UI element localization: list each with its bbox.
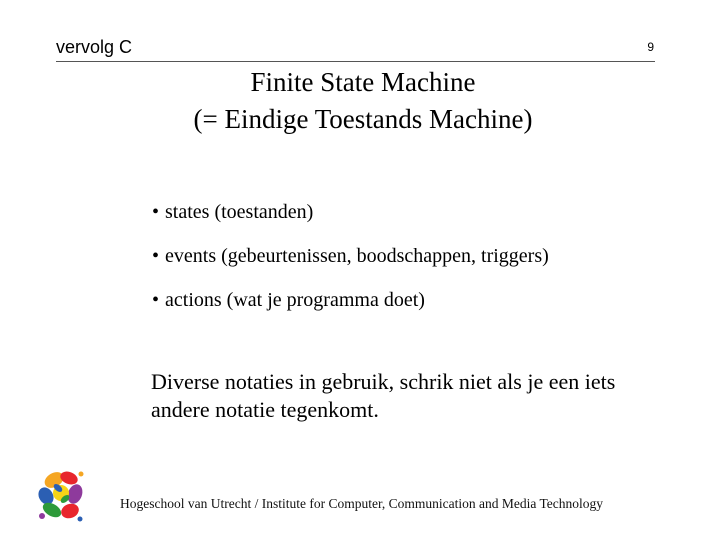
logo-petal xyxy=(58,469,79,486)
header-divider xyxy=(56,61,655,62)
slide-title-line-1: Finite State Machine xyxy=(250,67,476,97)
bullet-marker: • xyxy=(152,245,160,267)
bullet-text: states (toestanden) xyxy=(165,201,314,223)
bullet-marker: • xyxy=(152,201,160,223)
page-number: 9 xyxy=(647,40,654,54)
bullet-list xyxy=(152,198,549,330)
bullet-marker: • xyxy=(152,289,160,311)
slide-title-line-2: (= Eindige Toestands Machine) xyxy=(193,104,533,134)
bullet-text: events (gebeurtenissen, boodschappen, triggers) xyxy=(165,245,549,267)
footer-institution: Hogeschool van Utrecht / Institute for Computer, Communication and Media Technology xyxy=(120,496,604,511)
course-title: vervolg C xyxy=(56,37,133,57)
bullet-text: actions (wat je programma doet) xyxy=(165,289,425,311)
slide-title xyxy=(0,64,720,138)
bullet-item xyxy=(152,242,549,286)
bullet-item xyxy=(152,198,549,242)
paragraph-line-2: andere notatie tegenkomt. xyxy=(151,397,379,422)
logo-dot xyxy=(79,472,84,477)
paragraph-line-1: Diverse notaties in gebruik, schrik niet als je een iets xyxy=(151,369,616,394)
bullet-item xyxy=(152,286,549,330)
logo-petal xyxy=(59,501,81,520)
notation-paragraph xyxy=(151,368,691,424)
colorful-flower-logo-icon xyxy=(34,466,88,524)
logo-dot xyxy=(78,517,83,522)
logo-dot xyxy=(39,513,45,519)
